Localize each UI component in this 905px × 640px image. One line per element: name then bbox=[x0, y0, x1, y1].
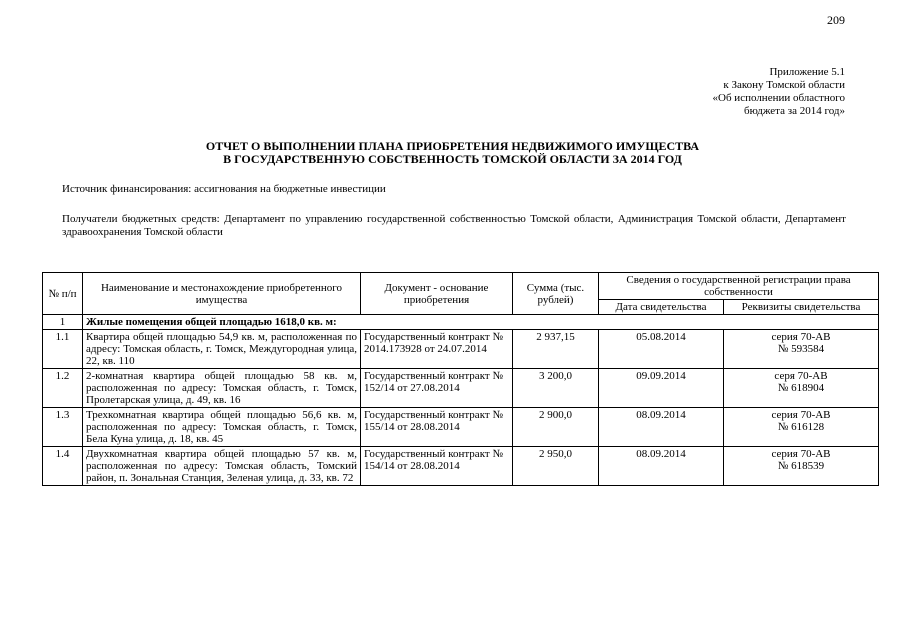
appendix-line: «Об исполнении областного bbox=[712, 92, 845, 104]
row-name: Квартира общей площадью 54,9 кв. м, расположенная по адресу: Томская область, г. Томск, Междугородная улица, 22, кв. 110 bbox=[83, 330, 361, 369]
row-num: 1.1 bbox=[43, 330, 83, 369]
document-title bbox=[0, 140, 905, 166]
section-num: 1 bbox=[43, 315, 83, 330]
property-table bbox=[42, 272, 879, 486]
appendix-line: бюджета за 2014 год» bbox=[743, 105, 845, 117]
title-line: ОТЧЕТ О ВЫПОЛНЕНИИ ПЛАНА ПРИОБРЕТЕНИЯ НЕДВИЖИМОГО ИМУЩЕСТВА bbox=[205, 139, 700, 153]
row-document: Государственный контракт № 154/14 от 28.08.2014 bbox=[361, 447, 513, 486]
title-line: В ГОСУДАРСТВЕННУЮ СОБСТВЕННОСТЬ ТОМСКОЙ ОБЛАСТИ ЗА 2014 ГОД bbox=[223, 152, 682, 166]
row-name: Двухкомнатная квартира общей площадью 57 кв. м, расположенная по адресу: Томская область, Томский район, п. Зональная Станция, Зеленая улица, д. 33, кв. 72 bbox=[83, 447, 361, 486]
table-row bbox=[43, 330, 879, 369]
header-registration: Сведения о государственной регистрации права собственности bbox=[599, 273, 879, 300]
budget-recipients: Получатели бюджетных средств: Департамент по управлению государственной собственностью Томской области, Администрация Томской области, Департамент здравоохранения Томской области bbox=[62, 213, 846, 238]
requisites-number: № 618904 bbox=[777, 382, 825, 394]
appendix-note bbox=[713, 66, 845, 118]
header-date: Дата свидетельства bbox=[599, 300, 724, 315]
row-num: 1.3 bbox=[43, 408, 83, 447]
row-sum: 2 950,0 bbox=[513, 447, 599, 486]
row-date: 05.08.2014 bbox=[599, 330, 724, 369]
requisites-series: серия 70-АВ bbox=[771, 409, 831, 421]
row-date: 08.09.2014 bbox=[599, 408, 724, 447]
table-row bbox=[43, 447, 879, 486]
row-requisites bbox=[724, 330, 879, 369]
row-date: 09.09.2014 bbox=[599, 369, 724, 408]
row-requisites bbox=[724, 447, 879, 486]
row-num: 1.2 bbox=[43, 369, 83, 408]
section-title: Жилые помещения общей площадью 1618,0 кв. м: bbox=[83, 315, 879, 330]
requisites-series: серия 70-АВ bbox=[771, 331, 831, 343]
row-document: Государственный контракт № 2014.173928 от 24.07.2014 bbox=[361, 330, 513, 369]
requisites-series: серия 70-АВ bbox=[771, 448, 831, 460]
requisites-number: № 618539 bbox=[777, 460, 825, 472]
appendix-line: Приложение 5.1 bbox=[769, 66, 845, 78]
table-row bbox=[43, 408, 879, 447]
table-row bbox=[43, 369, 879, 408]
table-section-row bbox=[43, 315, 879, 330]
row-date: 08.09.2014 bbox=[599, 447, 724, 486]
row-requisites bbox=[724, 408, 879, 447]
row-requisites bbox=[724, 369, 879, 408]
appendix-line: к Закону Томской области bbox=[723, 79, 845, 91]
row-name: Трехкомнатная квартира общей площадью 56,6 кв. м, расположенная по адресу: Томская область, г. Томск, Бела Куна улица, д. 18, кв. 45 bbox=[83, 408, 361, 447]
row-num: 1.4 bbox=[43, 447, 83, 486]
header-sum: Сумма (тыс. рублей) bbox=[513, 273, 599, 315]
requisites-number: № 616128 bbox=[777, 421, 825, 433]
row-sum: 2 900,0 bbox=[513, 408, 599, 447]
row-document: Государственный контракт № 152/14 от 27.08.2014 bbox=[361, 369, 513, 408]
requisites-series: серя 70-АВ bbox=[774, 370, 828, 382]
header-num: № п/п bbox=[43, 273, 83, 315]
requisites-number: № 593584 bbox=[777, 343, 825, 355]
table-header-row bbox=[43, 273, 879, 300]
funding-source: Источник финансирования: ассигнования на бюджетные инвестиции bbox=[62, 183, 386, 195]
header-name: Наименование и местонахождение приобретенного имущества bbox=[83, 273, 361, 315]
page-number: 209 bbox=[827, 13, 845, 27]
header-document: Документ - основание приобретения bbox=[361, 273, 513, 315]
header-requisites: Реквизиты свидетельства bbox=[724, 300, 879, 315]
row-document: Государственный контракт № 155/14 от 28.08.2014 bbox=[361, 408, 513, 447]
row-name: 2-комнатная квартира общей площадью 58 кв. м, расположенная по адресу: Томская область, г. Томск, Пролетарская улица, д. 49, кв. 16 bbox=[83, 369, 361, 408]
row-sum: 3 200,0 bbox=[513, 369, 599, 408]
row-sum: 2 937,15 bbox=[513, 330, 599, 369]
